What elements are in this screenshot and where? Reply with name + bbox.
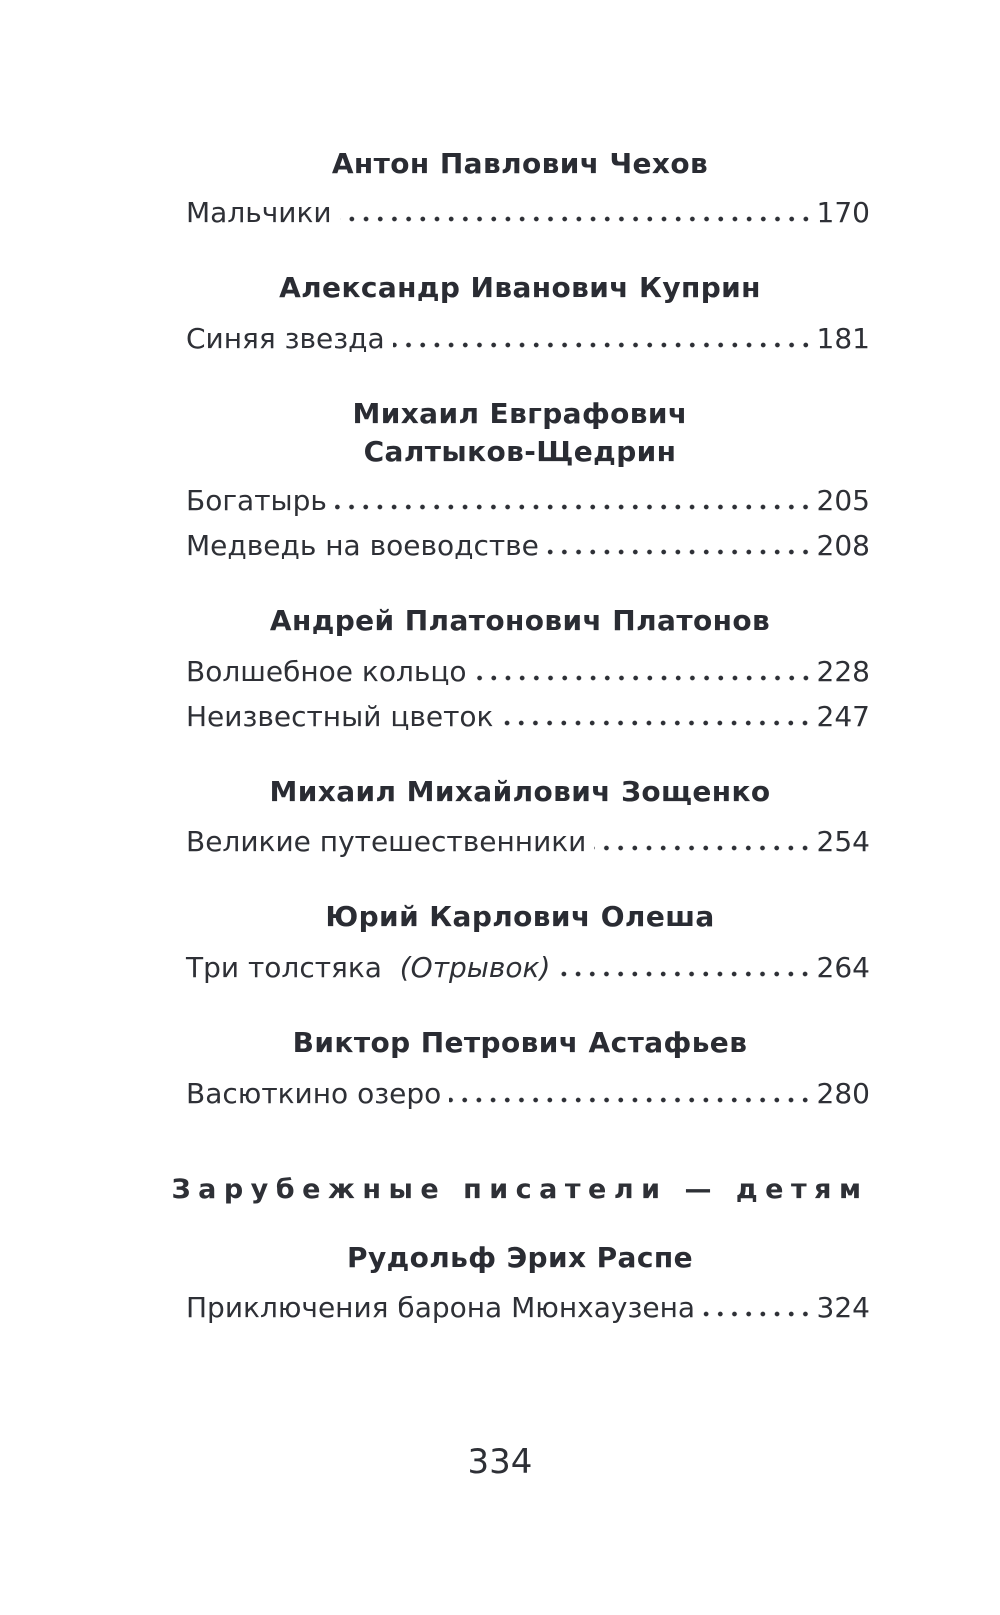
author-heading-line-2: Салтыков-Щедрин — [363, 435, 677, 468]
page-reference: 254 — [816, 825, 870, 858]
work-title: Васюткино озеро — [186, 1077, 442, 1110]
author-heading-line-1: Михаил Евграфович — [352, 397, 688, 430]
author-heading: Михаил Михайлович Зощенко — [269, 775, 771, 808]
dot-leader — [449, 1097, 812, 1103]
dot-leader — [703, 1311, 813, 1317]
toc-entry — [186, 652, 870, 692]
dot-leader — [335, 504, 813, 510]
page-reference: 247 — [816, 700, 870, 733]
author-heading: Александр Иванович Куприн — [279, 271, 761, 304]
toc-entry — [186, 319, 870, 359]
work-title: Неизвестный цветок — [186, 700, 494, 733]
toc-entry — [186, 526, 870, 566]
page-reference: 170 — [816, 196, 870, 229]
dot-leader — [594, 845, 812, 851]
work-title: Богатырь — [186, 484, 327, 517]
section-heading: Зарубежные писатели — детям — [171, 1174, 869, 1205]
dot-leader — [547, 549, 813, 555]
page-reference: 280 — [816, 1077, 870, 1110]
work-title — [186, 948, 550, 988]
page-number: 334 — [467, 1442, 533, 1482]
work-title: Медведь на воеводстве — [186, 529, 539, 562]
author-heading: Антон Павлович Чехов — [331, 147, 709, 180]
page-reference: 181 — [816, 322, 870, 355]
page-reference: 264 — [816, 951, 870, 984]
work-title-text: Три толстяка — [186, 951, 382, 984]
toc-entry — [186, 1288, 870, 1328]
work-title: Мальчики — [186, 196, 332, 229]
toc-entry — [186, 948, 870, 988]
dot-leader — [501, 720, 812, 726]
work-title: Приключения барона Мюнхаузена — [186, 1291, 696, 1324]
toc-entry — [186, 481, 870, 521]
dot-leader — [475, 675, 813, 681]
dot-leader — [558, 971, 812, 977]
toc-entry — [186, 822, 870, 862]
toc-entry — [186, 193, 870, 233]
toc-entry — [186, 697, 870, 737]
author-heading: Виктор Петрович Астафьев — [292, 1026, 748, 1059]
work-title: Великие путешественники — [186, 825, 587, 858]
author-heading: Юрий Карлович Олеша — [325, 900, 715, 933]
toc-entry — [186, 1074, 870, 1114]
work-title-note: (Отрывок) — [399, 951, 551, 984]
page-reference: 324 — [816, 1291, 870, 1324]
page-reference: 208 — [816, 529, 870, 562]
dot-leader — [393, 342, 813, 348]
author-heading: Рудольф Эрих Распе — [347, 1241, 693, 1274]
work-title: Волшебное кольцо — [186, 655, 467, 688]
work-title: Синяя звезда — [186, 322, 385, 355]
page-reference: 205 — [816, 484, 870, 517]
author-heading: Андрей Платонович Платонов — [269, 604, 771, 637]
page-reference: 228 — [816, 655, 870, 688]
dot-leader — [340, 216, 813, 222]
